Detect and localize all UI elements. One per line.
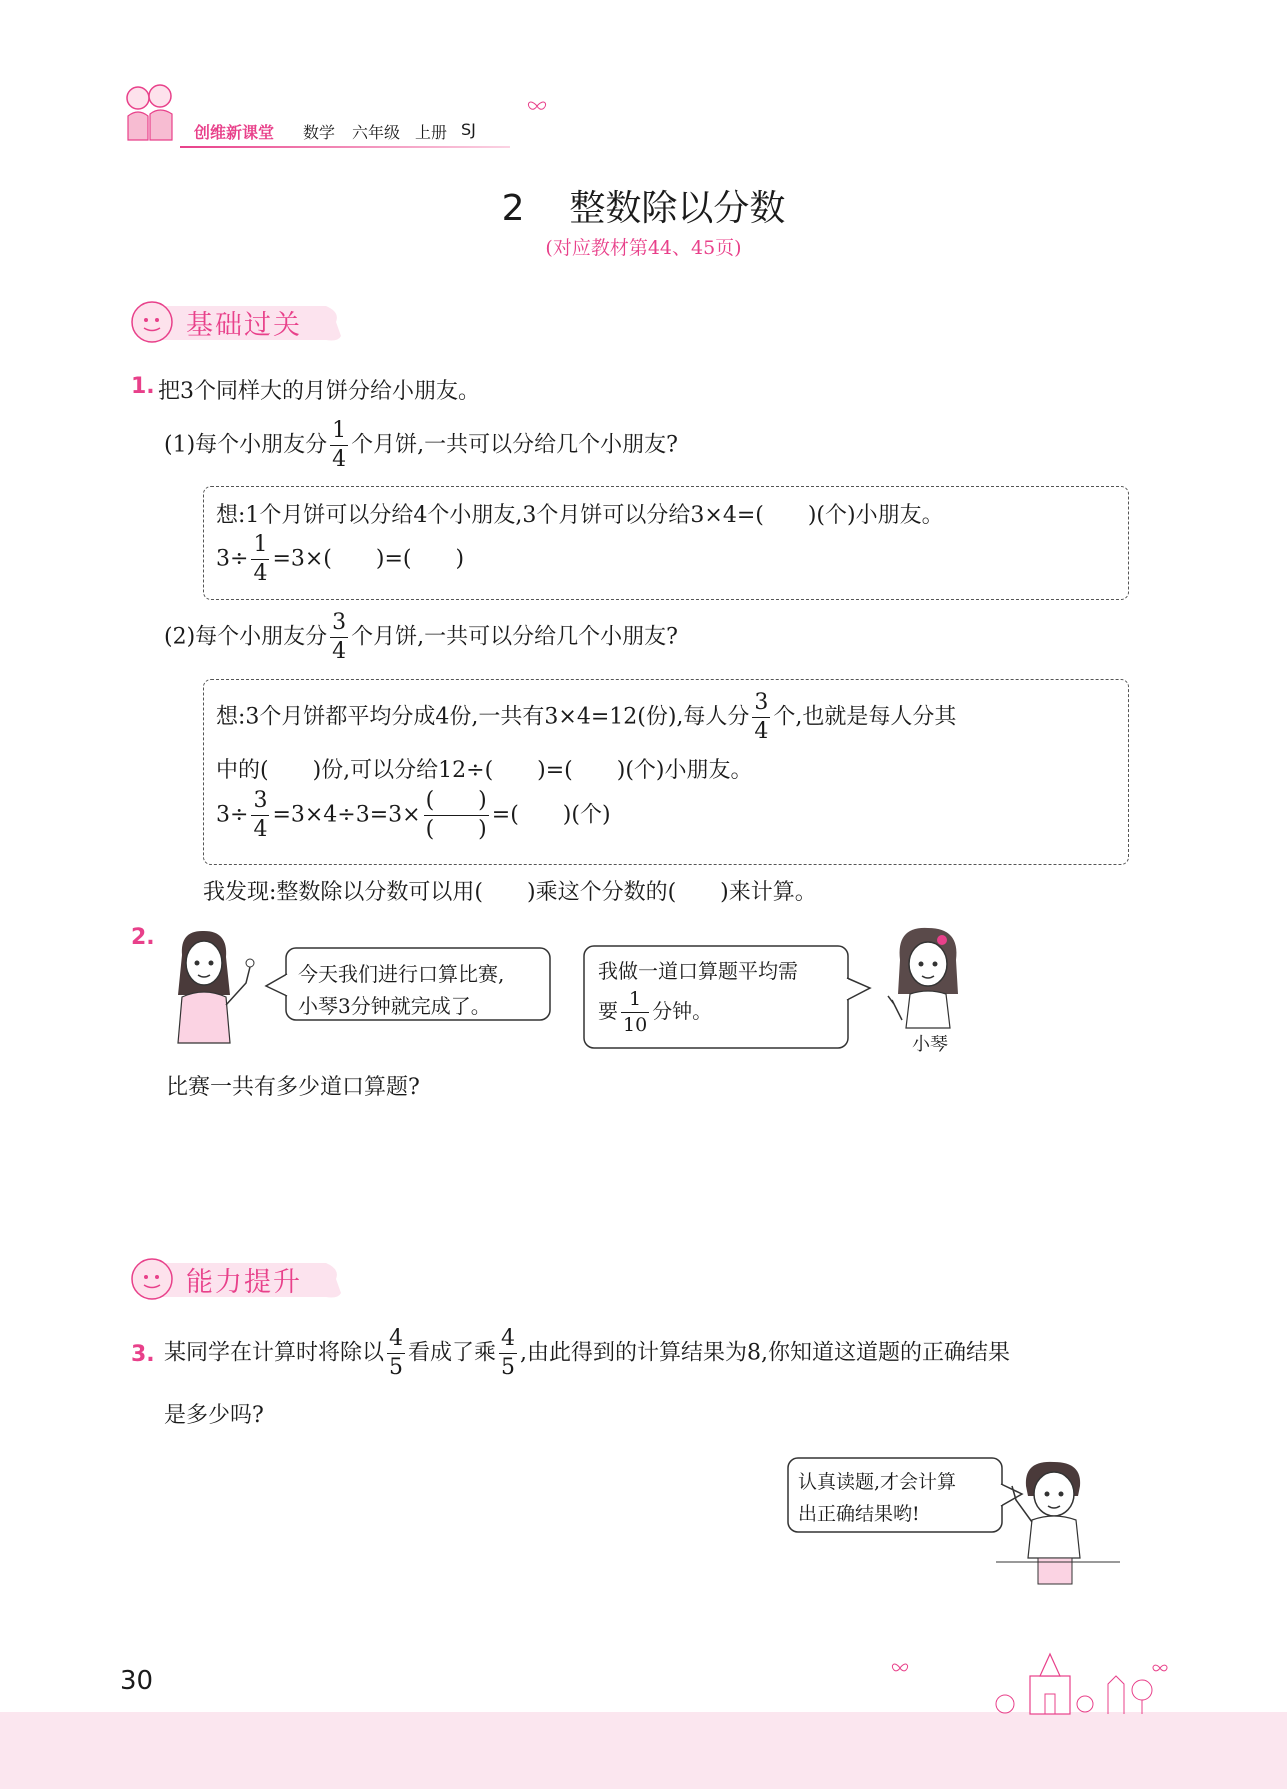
name-label-xiaoqin: 小琴 [912, 1034, 948, 1055]
brand-name: 创维新课堂 [194, 123, 275, 142]
speech-line: 今天我们进行口算比赛, [298, 962, 505, 986]
frac-den: 4 [253, 817, 268, 842]
frac-num: 3 [752, 692, 770, 718]
frac-num-blank: ( ) [424, 790, 489, 816]
speech-text-tip [798, 1466, 956, 1530]
fraction-4-5 [499, 1328, 517, 1379]
speech-line: 出正确结果哟! [798, 1503, 920, 1525]
think-box-2-line2: 中的( )份,可以分给12÷( )=( )(个)小朋友。 [216, 758, 753, 783]
lesson-reference: (对应教材第44、45页) [545, 237, 742, 259]
fraction-3-4 [251, 790, 269, 841]
think-box-2-line1 [216, 692, 956, 743]
q1-part2 [164, 612, 678, 663]
frac-den: 4 [332, 447, 347, 472]
speech-line: 小琴3分钟就完成了。 [298, 994, 491, 1018]
q3-pre: 某同学在计算时将除以 [164, 1340, 385, 1366]
frac-num: 3 [251, 790, 269, 816]
speech-line-fraction [598, 990, 798, 1035]
header-volume: 上册 [415, 123, 448, 142]
fraction-4-5 [387, 1328, 405, 1379]
fraction-1-10 [621, 990, 649, 1035]
frac-num: 4 [499, 1328, 517, 1354]
fraction-1-4 [330, 420, 348, 471]
q2-question: 比赛一共有多少道口算题? [166, 1075, 420, 1100]
frac-den: 5 [389, 1355, 404, 1380]
frac-den: 4 [332, 639, 347, 664]
frac-den: 5 [501, 1355, 516, 1380]
frac-num: 1 [621, 990, 649, 1013]
calc-pre: 3÷ [216, 546, 249, 572]
castle-decoration-icon [880, 1646, 1180, 1716]
lesson-title: 整数除以分数 [569, 188, 786, 229]
page-number: 30 [120, 1666, 154, 1696]
q1-part1-post: 个月饼,一共可以分给几个小朋友? [351, 432, 678, 458]
question-number-3: 3. [131, 1342, 155, 1367]
header-subject: 数学 [303, 123, 336, 142]
footer-band [0, 1712, 1287, 1789]
boy-illustration-icon [996, 1456, 1120, 1586]
blank-fraction [424, 790, 489, 841]
calc-post: =( )(个) [491, 802, 611, 828]
girl-xiaoqin-illustration-icon [878, 920, 978, 1030]
q1-part2-post: 个月饼,一共可以分给几个小朋友? [351, 624, 678, 650]
frac-num: 1 [251, 534, 269, 560]
think-pre: 想:3个月饼都平均分成4份,一共有3×4=12(份),每人分 [216, 704, 750, 730]
speech-text-teacher [298, 958, 504, 1022]
think-box-1-line1: 想:1个月饼可以分给4个小朋友,3个月饼可以分给3×4=( )(个)小朋友。 [216, 503, 944, 528]
calc-pre: 3÷ [216, 802, 249, 828]
q1-part1-pre: (1)每个小朋友分 [164, 432, 328, 458]
q3-post: ,由此得到的计算结果为8,你知道这道题的正确结果 [520, 1340, 1011, 1366]
q3-line1 [164, 1328, 1010, 1379]
fraction-1-4 [251, 534, 269, 585]
section-title-advanced: 能力提升 [186, 1267, 302, 1298]
q1-part1 [164, 420, 678, 471]
speech-post: 分钟。 [652, 999, 713, 1023]
header-edition: SJ [461, 120, 476, 139]
butterfly-icon [526, 98, 548, 114]
q3-line2: 是多少吗? [164, 1403, 264, 1428]
think-box-2-calc [216, 790, 611, 841]
fraction-3-4 [330, 612, 348, 663]
question-number-1: 1. [131, 374, 155, 399]
lesson-number: 2 [501, 188, 525, 229]
frac-den: 10 [623, 1014, 648, 1036]
frac-num: 1 [330, 420, 348, 446]
frac-den: 4 [253, 561, 268, 586]
frac-num: 3 [330, 612, 348, 638]
page-title [0, 180, 1287, 231]
teacher-illustration-icon [160, 925, 260, 1045]
frac-den-blank: ( ) [425, 817, 487, 842]
fraction-3-4 [752, 692, 770, 743]
think-post: 个,也就是每人分其 [773, 704, 957, 730]
kids-logo-icon [120, 80, 180, 150]
q1-stem: 把3个同样大的月饼分给小朋友。 [158, 379, 480, 404]
header-grade: 六年级 [352, 123, 401, 142]
q1-part2-pre: (2)每个小朋友分 [164, 624, 328, 650]
speech-line: 我做一道口算题平均需 [598, 959, 798, 983]
speech-pre: 要 [598, 999, 618, 1023]
frac-num: 4 [387, 1328, 405, 1354]
think-box-1-calc [216, 534, 464, 585]
header-rule [180, 146, 510, 148]
frac-den: 4 [754, 719, 769, 744]
speech-line: 认真读题,才会计算 [798, 1471, 957, 1493]
q1-discovery: 我发现:整数除以分数可以用( )乘这个分数的( )来计算。 [203, 880, 817, 905]
section-title-basic: 基础过关 [186, 310, 302, 341]
q3-mid: 看成了乘 [408, 1340, 497, 1366]
calc-post: =3×( )=( ) [272, 546, 465, 572]
speech-text-xiaoqin [598, 955, 798, 1035]
question-number-2: 2. [131, 925, 155, 950]
calc-mid: =3×4÷3=3× [272, 802, 421, 828]
